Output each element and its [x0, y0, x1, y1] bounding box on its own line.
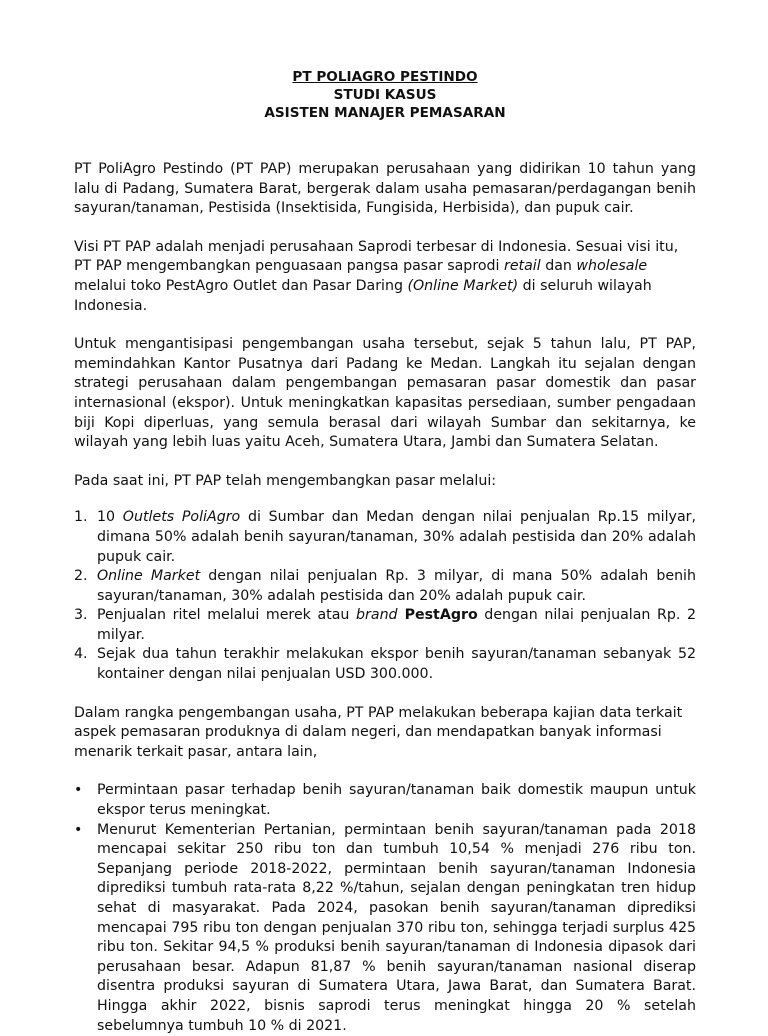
vision-and: dan [540, 258, 577, 275]
vision-online-market: (Online Market) [407, 277, 519, 294]
list-italic-text: brand [356, 607, 398, 624]
vision-wholesale: wholesale [576, 258, 648, 275]
bullet-item [74, 821, 696, 1036]
list-text: Sejak dua tahun terakhir melakukan ekspor benih sayuran/tanaman sebanyak 52 kontainer dengan nilai penjualan USD 300.000. [97, 646, 696, 683]
case-study-title: STUDI KASUS [333, 87, 437, 103]
market-list [74, 508, 696, 684]
list-number: 4. [74, 646, 88, 663]
position-title: ASISTEN MANAJER PEMASARAN [264, 105, 506, 121]
market-intro: Pada saat ini, PT PAP telah mengembangkan pasar melalui: [74, 472, 497, 489]
list-text: dengan nilai penjualan Rp. 2 milyar. [97, 607, 696, 643]
bullet-text: Permintaan pasar terhadap benih sayuran/tanaman baik domestik maupun untuk ekspor terus meningkat. [97, 782, 696, 819]
list-text: Penjualan ritel melalui merek atau [97, 607, 357, 624]
vision-paragraph [74, 238, 696, 316]
list-item [74, 508, 696, 567]
list-number: 3. [74, 607, 88, 624]
list-item [74, 645, 696, 684]
anticipation-paragraph: Untuk mengantisipasi pengembangan usaha tersebut, sejak 5 tahun lalu, PT PAP, memindahkan Kantor Pusatnya dari Padang ke Medan. Langkah itu sejalan dengan strategi perusahaan dalam pengembangan pemasaran pasar domestik dan pasar internasional (ekspor). Untuk meningkatkan kapasitas persediaan, sumber pengadaan biji Kopi diperluas, yang semula berasal dari wilayah Sumbar dan sekitarnya, ke wilayah yang lebih luas yaitu Aceh, Sumatera Utara, Jambi dan Sumatera Selatan. [74, 336, 696, 451]
list-text: 10 [97, 509, 123, 526]
list-bold-text: PestAgro [397, 607, 478, 624]
bullet-icon: • [74, 782, 83, 799]
list-text: di Sumbar dan Medan dengan nilai penjualan Rp.15 milyar, dimana 50% adalah benih sayuran/tanaman, 30% adalah pestisida dan 20% adalah pupuk cair. [97, 509, 696, 565]
document-page [74, 68, 696, 1036]
bullet-item [74, 781, 696, 820]
intro-paragraph: PT PoliAgro Pestindo (PT PAP) merupakan perusahaan yang didirikan 10 tahun yang lalu di Padang, Sumatera Barat, bergerak dalam usaha pemasaran/perdagangan benih sayuran/tanaman, Pestisida (Insektisida, Fungisida, Herbisida), dan pupuk cair. [74, 161, 696, 217]
bullet-icon: • [74, 821, 83, 838]
vision-retail: retail [503, 258, 541, 275]
company-title: PT POLIAGRO PESTINDO [292, 69, 478, 85]
list-italic-text: Outlets PoliAgro [122, 509, 241, 526]
vision-text-3: di seluruh wilayah Indonesia. [74, 277, 652, 314]
findings-list [74, 781, 696, 1036]
bullet-text: Menurut Kementerian Pertanian, permintaan benih sayuran/tanaman pada 2018 mencapai sekitar 250 ribu ton dan tumbuh 10,54 % menjadi 276 ribu ton. Sepanjang periode 2018-2022, permintaan benih sayuran/tanaman Indonesia diprediksi tumbuh rata-rata 8,22 %/tahun, sejalan dengan peningkatan tren hidup sehat di masyarakat. Pada 2024, pasokan benih sayuran/tanaman diprediksi mencapai 795 ribu ton dengan penjualan 370 ribu ton, sehingga terjadi surplus 425 ribu ton. Sekitar 94,5 % produksi benih sayuran/tanaman di Indonesia dipasok dari perusahaan besar. Adapun 81,87 % benih sayuran/tanaman nasional diserap disentra produksi sayuran di Sumatera Utara, Jawa Barat, dan Sumatera Barat. Hingga akhir 2022, bisnis saprodi terus meningkat hingga 20 % setelah sebelumnya tumbuh 10 % di 2021. [97, 821, 696, 1034]
list-text: dengan nilai penjualan Rp. 3 milyar, di mana 50% adalah benih sayuran/tanaman, 30% adalah pestisida dan 20% adalah pupuk cair. [97, 568, 696, 604]
list-italic-text: Online Market [97, 568, 201, 585]
list-number: 2. [74, 568, 88, 585]
study-paragraph: Dalam rangka pengembangan usaha, PT PAP melakukan beberapa kajian data terkait aspek pemasaran produknya di dalam negeri, dan mendapatkan banyak informasi menarik terkait pasar, antara lain, [74, 704, 683, 760]
list-number: 1. [74, 509, 88, 526]
list-item [74, 567, 696, 606]
list-item [74, 606, 696, 645]
vision-text-1: Visi PT PAP adalah menjadi perusahaan Saprodi terbesar di Indonesia. Sesuai visi itu, PT PAP mengembangkan penguasaan pangsa pasar saprodi [74, 238, 679, 275]
document-header [74, 68, 696, 122]
vision-text-2: melalui toko PestAgro Outlet dan Pasar Daring [74, 277, 408, 294]
